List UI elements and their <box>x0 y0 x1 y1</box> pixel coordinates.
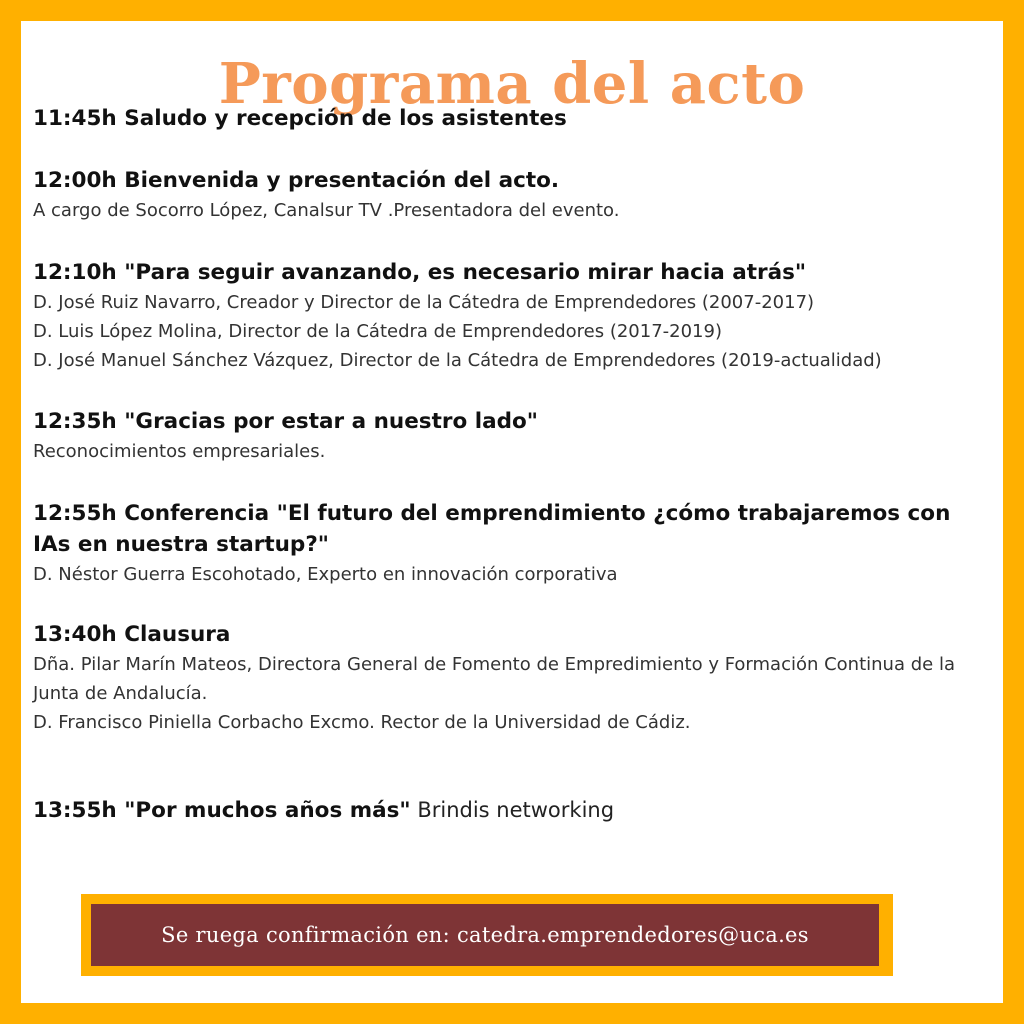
agenda-item-detail: A cargo de Socorro López, Canalsur TV .Presentadora del evento. <box>33 200 620 221</box>
agenda-item <box>33 406 973 466</box>
agenda-item-title: 12:10h "Para seguir avanzando, es necesario mirar hacia atrás" <box>33 260 807 285</box>
agenda-item <box>33 103 973 134</box>
agenda-item <box>33 257 973 375</box>
agenda-item <box>33 619 973 737</box>
agenda-item-title: 12:35h "Gracias por estar a nuestro lado" <box>33 409 538 434</box>
agenda-item-detail: Dña. Pilar Marín Mateos, Directora General de Fomento de Empredimiento y Formación Continua de la Junta de Andalucía. <box>33 654 955 704</box>
agenda-item-title: 13:40h Clausura <box>33 622 231 647</box>
agenda-item-final <box>33 795 973 826</box>
agenda-item <box>33 498 973 589</box>
agenda-item-detail: D. Francisco Piniella Corbacho Excmo. Rector de la Universidad de Cádiz. <box>33 712 691 733</box>
agenda-item-title: 11:45h Saludo y recepción de los asistentes <box>33 106 567 131</box>
agenda-item-detail: D. Luis López Molina, Director de la Cátedra de Emprendedores (2017-2019) <box>33 321 722 342</box>
agenda-final-line <box>33 795 973 826</box>
page-title: Programa del acto <box>218 51 806 117</box>
agenda-item-title: 12:55h Conferencia "El futuro del emprendimiento ¿cómo trabajaremos con IAs en nuestra startup?" <box>33 501 951 557</box>
agenda-item-detail: D. José Manuel Sánchez Vázquez, Director de la Cátedra de Emprendedores (2019-actualidad) <box>33 350 882 371</box>
confirmation-banner-frame <box>81 894 893 976</box>
agenda-item-title: 12:00h Bienvenida y presentación del acto. <box>33 168 560 193</box>
confirmation-banner: Se ruega confirmación en: catedra.emprendedores@uca.es <box>91 904 879 966</box>
agenda-item-detail: D. José Ruiz Navarro, Creador y Director de la Cátedra de Emprendedores (2007-2017) <box>33 292 815 313</box>
agenda-item-detail: Brindis networking <box>410 798 615 822</box>
agenda-list <box>33 103 973 826</box>
agenda-item-title: 13:55h "Por muchos años más" <box>33 798 411 823</box>
program-card <box>21 21 1003 1003</box>
agenda-item-detail: D. Néstor Guerra Escohotado, Experto en innovación corporativa <box>33 564 618 585</box>
agenda-item-detail: Reconocimientos empresariales. <box>33 441 326 462</box>
agenda-item <box>33 165 973 225</box>
